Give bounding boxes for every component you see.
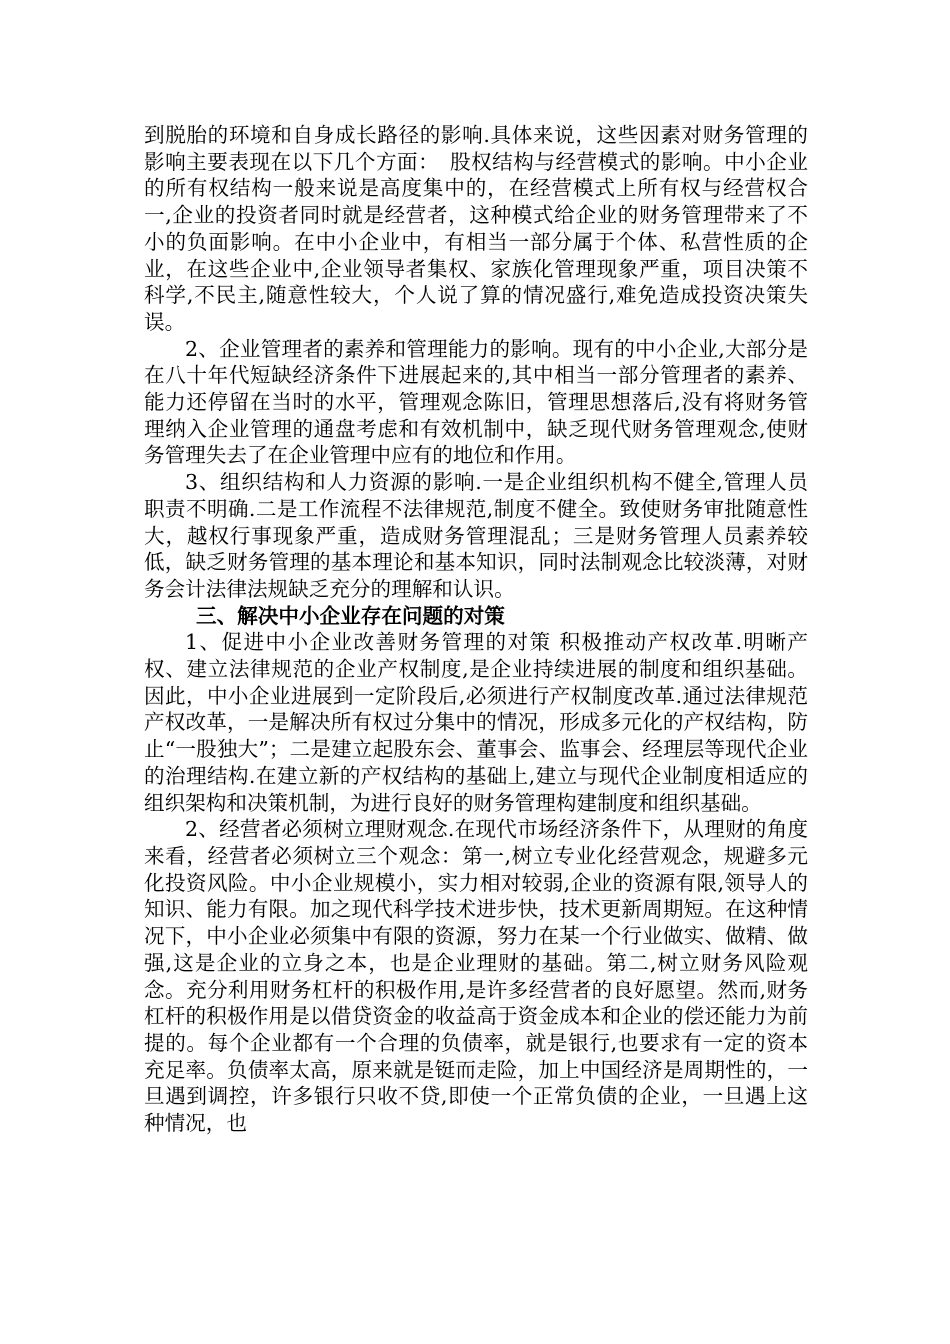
paragraph-finance-concept: 2、经营者必须树立理财观念.在现代市场经济条件下，从理财的角度来看，经营者必须树立三个观念：第一,树立专业化经营观念，规避多元化投资风险。中小企业规模小，实力相对较弱,企业的资源有限,领导人的知识、能力有限。加之现代科学技术进步快，技术更新周期短。在这种情况下，中小企业必须集中有限的资源，努力在某一个行业做实、做精、做强,这是企业的立身之本，也是企业理财的基础。第二,树立财务风险观念。充分利用财务杠杆的积极作用,是许多经营者的良好愿望。然而,财务杠杆的积极作用是以借贷资金的收益高于资金成本和企业的偿还能力为前提的。每个企业都有一个合理的负债率，就是银行,也要求有一定的资本充足率。负债率太高，原来就是铤而走险，加上中国经济是周期性的，一旦遇到调控，许多银行只收不贷,即使一个正常负债的企业，一旦遇上这种情况，也 — [144, 817, 808, 1136]
section-heading: 三、解决中小企业存在问题的对策 — [196, 603, 505, 628]
paragraph-org-structure: 3、组织结构和人力资源的影响.一是企业组织机构不健全,管理人员职责不明确.二是工作流程不法律规范,制度不健全。致使财务审批随意性大，越权行事现象严重，造成财务管理混乱；三是财务管理人员素养较低，缺乏财务管理的基本理论和基本知识，同时法制观念比较淡薄，对财务会计法律法规缺乏充分的理解和认识。 — [144, 470, 808, 601]
paragraph-property-reform: 1、促进中小企业改善财务管理的对策 积极推动产权改革.明晰产权、建立法律规范的企业产权制度,是企业持续进展的制度和组织基础。因此，中小企业进展到一定阶段后,必须进行产权制度改革.通过法律规范产权改革，一是解决所有权过分集中的情况，形成多元化的产权结构，防止“一股独大”；二是建立起股东会、董事会、监事会、经理层等现代企业的治理结构.在建立新的产权结构的基础上,建立与现代企业制度相适应的组织架构和决策机制，为进行良好的财务管理构建制度和组织基础。 — [144, 630, 808, 815]
paragraph-manager-quality: 2、企业管理者的素养和管理能力的影响。现有的中小企业,大部分是在八十年代短缺经济条件下进展起来的,其中相当一部分管理者的素养、能力还停留在当时的水平，管理观念陈旧，管理思想落后,没有将财务管理纳入企业管理的通盘考虑和有效机制中，缺乏现代财务管理观念,使财务管理失去了在企业管理中应有的地位和作用。 — [144, 336, 808, 468]
paragraph-intro: 到脱胎的环境和自身成长路径的影响.具体来说，这些因素对财务管理的影响主要表现在以下几个方面： 股权结构与经营模式的影响。中小企业的所有权结构一般来说是高度集中的，在经营模式上所有权与经营权合一,企业的投资者同时就是经营者，这种模式给企业的财务管理带来了不小的负面影响。在中小企业中，有相当一部分属于个体、私营性质的企业，在这些企业中,企业领导者集权、家族化管理现象严重，项目决策不科学,不民主,随意性较大，个人说了算的情况盛行,难免造成投资决策失误。 — [144, 123, 808, 334]
document-page — [144, 122, 808, 1137]
